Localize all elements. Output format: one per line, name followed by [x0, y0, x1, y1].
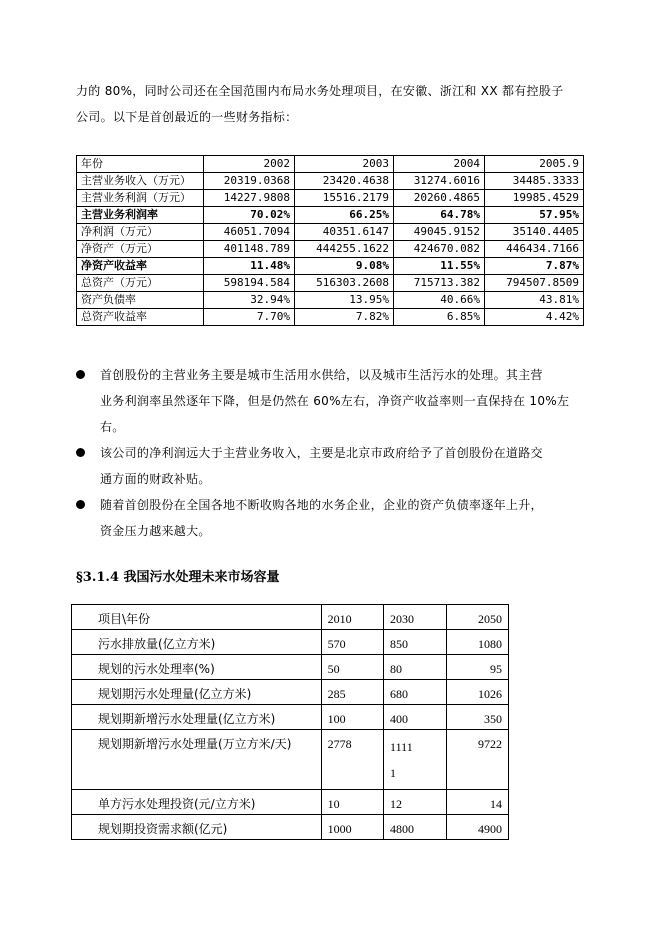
table-row — [72, 730, 509, 790]
table-row — [77, 309, 584, 326]
value-cell: 49045.9152 — [393, 224, 484, 241]
value-cell: 95 — [446, 655, 508, 680]
value-cell: 598194.584 — [204, 275, 295, 292]
value-cell: 1000 — [321, 815, 383, 840]
value-cell: 285 — [321, 680, 383, 705]
intro-line-2: 公司。以下是首创最近的一些财务指标： — [76, 110, 298, 124]
bullet-list — [76, 362, 596, 544]
value-cell: 46051.7094 — [204, 224, 295, 241]
value-cell: 9.08% — [294, 258, 393, 275]
table-row — [77, 275, 584, 292]
header-cell-year: 2050 — [446, 605, 508, 630]
value-cell: 401148.789 — [204, 241, 295, 258]
bullet-item — [76, 440, 596, 492]
value-cell: 516303.2608 — [294, 275, 393, 292]
row-label: 规划期新增污水处理量(万立方米/天) — [72, 730, 322, 790]
value-cell: 32.94% — [204, 292, 295, 309]
row-label: 主营业务利润（万元） — [77, 190, 204, 207]
value-cell: 4900 — [446, 815, 508, 840]
bullet-dot-icon — [76, 500, 85, 509]
bullet-dot-icon — [76, 370, 85, 379]
intro-paragraph — [76, 78, 596, 130]
value-cell: 1111 1 — [384, 730, 446, 790]
value-cell: 2778 — [321, 730, 383, 790]
value-cell: 6.85% — [393, 309, 484, 326]
bullet-line: 首创股份的主营业务主要是城市生活用水供给，以及城市生活污水的处理。其主营 — [100, 368, 543, 382]
value-cell: 1026 — [446, 680, 508, 705]
value-cell: 80 — [384, 655, 446, 680]
table-row — [72, 815, 509, 840]
header-cell-label: 年份 — [77, 156, 204, 173]
market-capacity-table — [71, 604, 509, 840]
bullet-item — [76, 492, 596, 544]
row-label: 规划期新增污水处理量(亿立方米) — [72, 705, 322, 730]
table-row — [72, 705, 509, 730]
value-cell: 31274.6016 — [393, 173, 484, 190]
value-cell: 15516.2179 — [294, 190, 393, 207]
table-row — [72, 790, 509, 815]
value-cell: 66.25% — [294, 207, 393, 224]
row-label: 污水排放量(亿立方米) — [72, 630, 322, 655]
value-cell: 4.42% — [484, 309, 583, 326]
value-cell: 9722 — [446, 730, 508, 790]
value-cell: 10 — [321, 790, 383, 815]
table-header-row — [77, 156, 584, 173]
table-row — [72, 655, 509, 680]
value-cell: 12 — [384, 790, 446, 815]
row-label: 单方污水处理投资(元/立方米) — [72, 790, 322, 815]
table-row — [77, 241, 584, 258]
bullet-line: 该公司的净利润远大于主营业务收入，主要是北京市政府给予了首创股份在道路交 — [100, 446, 543, 460]
bullet-line: 随着首创股份在全国各地不断收购各地的水务企业，企业的资产负债率逐年上升， — [100, 498, 543, 512]
value-cell: 850 — [384, 630, 446, 655]
value-cell: 570 — [321, 630, 383, 655]
header-cell-year: 2004 — [393, 156, 484, 173]
value-cell: 13.95% — [294, 292, 393, 309]
row-label: 规划期投资需求额(亿元) — [72, 815, 322, 840]
header-cell-label: 项目\年份 — [72, 605, 322, 630]
value-cell: 100 — [321, 705, 383, 730]
value-cell: 23420.4638 — [294, 173, 393, 190]
value-cell: 794507.8509 — [484, 275, 583, 292]
bullet-line: 资金压力越来越大。 — [100, 524, 211, 538]
value-cell: 400 — [384, 705, 446, 730]
value-cell: 11.48% — [204, 258, 295, 275]
value-cell: 4800 — [384, 815, 446, 840]
value-cell: 350 — [446, 705, 508, 730]
header-cell-year: 2005.9 — [484, 156, 583, 173]
intro-line-1: 力的 80%，同时公司还在全国范围内布局水务处理项目，在安徽、浙江和 XX 都有控股子 — [76, 84, 564, 98]
table-row — [77, 190, 584, 207]
value-cell: 14227.9808 — [204, 190, 295, 207]
value-cell: 40351.6147 — [294, 224, 393, 241]
value-cell: 50 — [321, 655, 383, 680]
financial-indicators-table — [76, 155, 584, 326]
row-label: 规划期污水处理量(亿立方米) — [72, 680, 322, 705]
header-cell-year: 2002 — [204, 156, 295, 173]
table-row — [77, 258, 584, 275]
row-label: 净资产收益率 — [77, 258, 204, 275]
value-cell: 444255.1622 — [294, 241, 393, 258]
row-label: 总资产收益率 — [77, 309, 204, 326]
row-label: 规划的污水处理率(%) — [72, 655, 322, 680]
value-cell: 40.66% — [393, 292, 484, 309]
value-cell: 35140.4405 — [484, 224, 583, 241]
table-row — [77, 207, 584, 224]
table-row — [72, 630, 509, 655]
header-cell-year: 2003 — [294, 156, 393, 173]
bullet-dot-icon — [76, 448, 85, 457]
bullet-line: 通方面的财政补贴。 — [100, 472, 211, 486]
bullet-line: 右。 — [100, 420, 125, 434]
value-cell: 64.78% — [393, 207, 484, 224]
section-heading: §3.1.4 我国污水处理未来市场容量 — [76, 570, 280, 585]
table-header-row — [72, 605, 509, 630]
row-label: 总资产（万元） — [77, 275, 204, 292]
row-label: 主营业务利润率 — [77, 207, 204, 224]
table-row — [77, 224, 584, 241]
value-cell: 34485.3333 — [484, 173, 583, 190]
table-row — [72, 680, 509, 705]
bullet-line: 业务利润率虽然逐年下降，但是仍然在 60%左右，净资产收益率则一直保持在 10%左 — [100, 394, 570, 408]
value-cell: 20319.0368 — [204, 173, 295, 190]
value-cell: 43.81% — [484, 292, 583, 309]
value-cell: 1080 — [446, 630, 508, 655]
header-cell-year: 2030 — [384, 605, 446, 630]
value-cell: 715713.382 — [393, 275, 484, 292]
row-label: 净资产（万元） — [77, 241, 204, 258]
bullet-item — [76, 362, 596, 440]
value-cell: 70.02% — [204, 207, 295, 224]
value-cell: 20260.4865 — [393, 190, 484, 207]
table-row — [77, 292, 584, 309]
value-cell: 11.55% — [393, 258, 484, 275]
value-cell: 19985.4529 — [484, 190, 583, 207]
value-cell: 57.95% — [484, 207, 583, 224]
value-cell: 7.87% — [484, 258, 583, 275]
table-row — [77, 173, 584, 190]
row-label: 主营业务收入（万元） — [77, 173, 204, 190]
row-label: 净利润（万元） — [77, 224, 204, 241]
value-cell: 424670.082 — [393, 241, 484, 258]
header-cell-year: 2010 — [321, 605, 383, 630]
value-cell: 680 — [384, 680, 446, 705]
row-label: 资产负债率 — [77, 292, 204, 309]
value-cell: 14 — [446, 790, 508, 815]
value-cell: 7.82% — [294, 309, 393, 326]
value-cell: 7.70% — [204, 309, 295, 326]
value-cell: 446434.7166 — [484, 241, 583, 258]
